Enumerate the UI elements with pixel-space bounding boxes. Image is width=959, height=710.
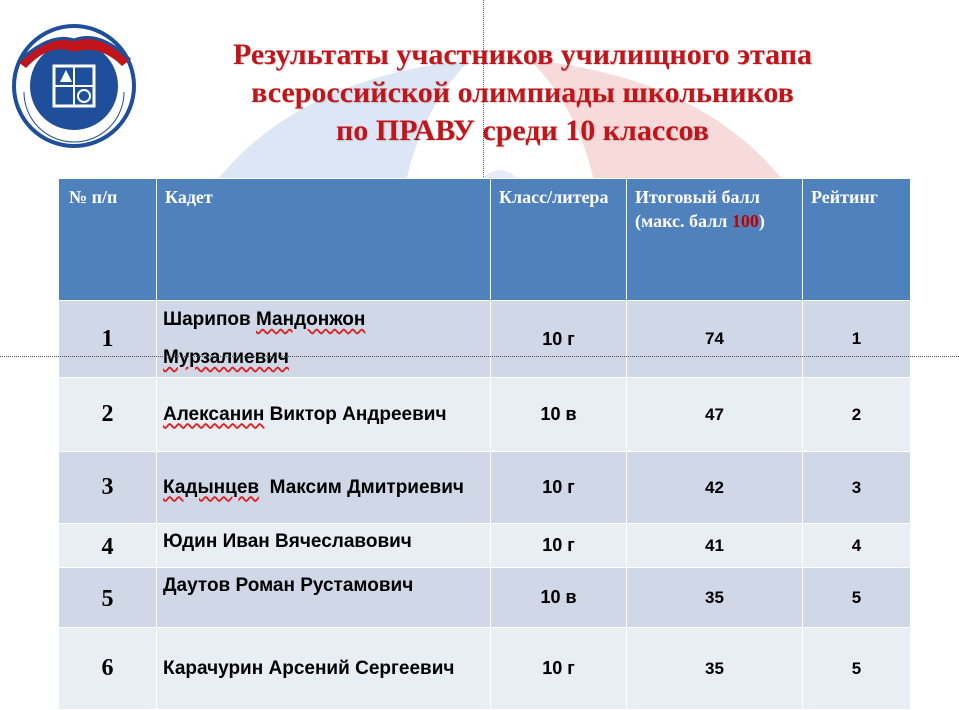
cell-rank: 1 xyxy=(803,301,911,378)
cell-name xyxy=(157,378,491,452)
cell-class: 10 г xyxy=(491,524,627,568)
olympiad-logo xyxy=(10,22,138,150)
header-num: № п/п xyxy=(59,179,157,301)
cell-class: 10 в xyxy=(491,568,627,628)
header-score xyxy=(627,179,803,301)
cell-surname: Карачурин xyxy=(163,657,264,679)
table-header-row xyxy=(59,179,911,301)
guide-line-horizontal xyxy=(0,356,959,357)
cell-patronymic: Андреевич xyxy=(342,403,447,425)
cell-score: 42 xyxy=(627,452,803,524)
table-row xyxy=(59,628,911,710)
cell-num: 6 xyxy=(59,628,157,710)
cell-num: 3 xyxy=(59,452,157,524)
cell-rank: 5 xyxy=(803,628,911,710)
cell-rank: 2 xyxy=(803,378,911,452)
header-name: Кадет xyxy=(157,179,491,301)
title-line-2: всероссийской олимпиады школьников xyxy=(251,76,794,109)
header-score-pre: (макс. балл xyxy=(635,211,732,231)
title-line-1: Результаты участников училищного этапа xyxy=(232,38,813,71)
table-row xyxy=(59,378,911,452)
results-table xyxy=(58,178,911,710)
cell-surname: Даутов xyxy=(163,575,231,596)
cell-patronymic: Вячеславович xyxy=(275,531,412,552)
title-line-3: по ПРАВУ среди 10 классов xyxy=(336,114,709,147)
cell-surname: Кадынцев xyxy=(163,476,260,498)
cell-rank: 3 xyxy=(803,452,911,524)
cell-patronymic: Рустамович xyxy=(300,575,414,596)
cell-rank: 5 xyxy=(803,568,911,628)
cell-given: Арсений xyxy=(268,657,350,679)
table-row xyxy=(59,568,911,628)
header-class: Класс/литера xyxy=(491,179,627,301)
cell-num: 2 xyxy=(59,378,157,452)
cell-num: 4 xyxy=(59,524,157,568)
cell-given: Иван xyxy=(222,531,270,552)
cell-class: 10 г xyxy=(491,301,627,378)
header-score-post: ) xyxy=(758,211,765,231)
cell-score: 74 xyxy=(627,301,803,378)
table-row xyxy=(59,452,911,524)
cell-patronymic: Мурзалиевич xyxy=(163,347,289,368)
cell-surname: Юдин xyxy=(163,531,218,552)
cell-class: 10 г xyxy=(491,628,627,710)
cell-name xyxy=(157,524,491,568)
cell-given: Максим xyxy=(269,476,342,498)
cell-surname: Шарипов xyxy=(163,309,251,330)
header-score-line1: Итоговый балл xyxy=(635,187,760,207)
cell-class: 10 в xyxy=(491,378,627,452)
cell-score: 35 xyxy=(627,628,803,710)
cell-score: 47 xyxy=(627,378,803,452)
cell-patronymic: Дмитриевич xyxy=(347,476,464,498)
header-rank: Рейтинг xyxy=(803,179,911,301)
cell-num: 1 xyxy=(59,301,157,378)
cell-given: Виктор xyxy=(269,403,337,425)
cell-num: 5 xyxy=(59,568,157,628)
cell-class: 10 г xyxy=(491,452,627,524)
table-row xyxy=(59,301,911,378)
table-row xyxy=(59,524,911,568)
cell-given: Мандонжон xyxy=(256,309,366,330)
cell-given: Роман xyxy=(235,575,295,596)
cell-name xyxy=(157,301,491,378)
cell-patronymic: Сергеевич xyxy=(355,657,455,679)
cell-score: 41 xyxy=(627,524,803,568)
cell-name xyxy=(157,628,491,710)
cell-surname: Алексанин xyxy=(163,403,265,425)
page-title xyxy=(150,36,895,150)
cell-name xyxy=(157,568,491,628)
cell-name xyxy=(157,452,491,524)
cell-rank: 4 xyxy=(803,524,911,568)
cell-score: 35 xyxy=(627,568,803,628)
header-score-max: 100 xyxy=(731,211,759,231)
